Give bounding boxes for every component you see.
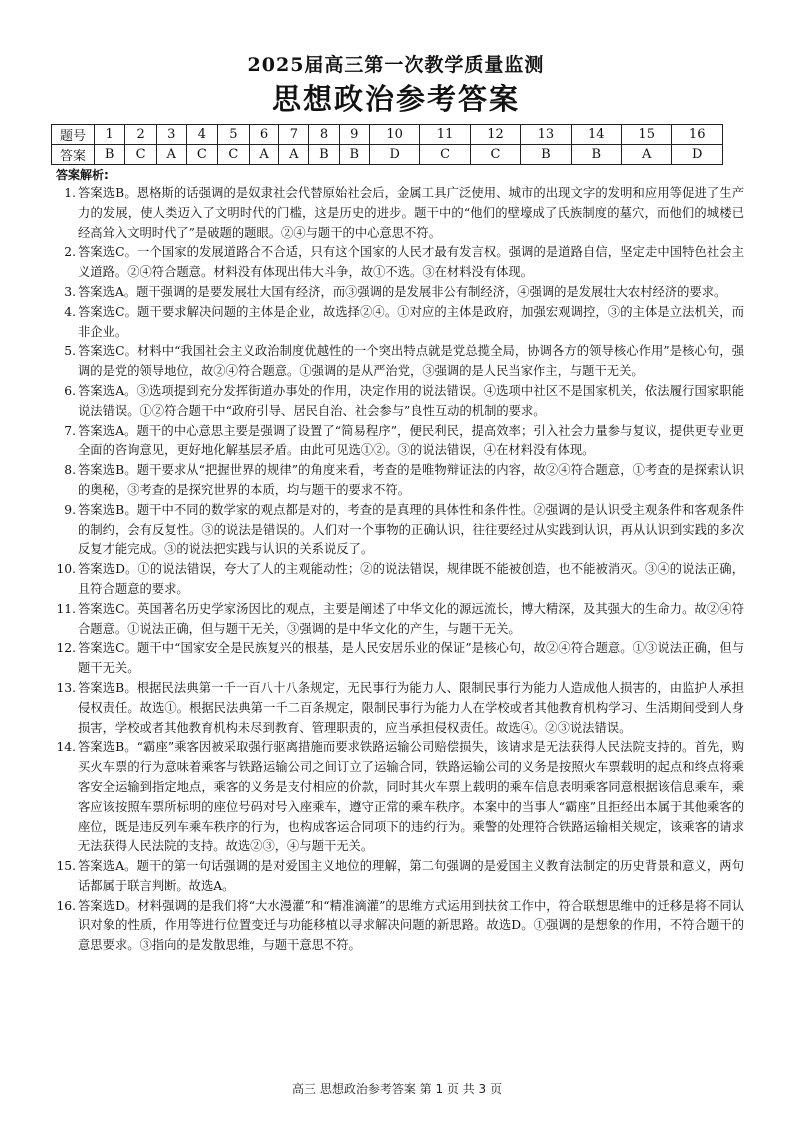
question-number-cell: 11 [420,125,470,145]
analysis-item-text: 答案选B。题干要求从“把握世界的规律”的角度来看，考查的是唯物辩证法的内容，故②④符合题意，①考查的是探索认识的奥秘，③考查的是探究世界的本质，均与题干的要求不符。 [78,463,744,497]
analysis-item-number: 6. [64,383,76,398]
exam-title: 2025届高三第一次教学质量监测 [247,54,545,76]
analysis-item [48,639,744,679]
analysis-item-number: 10. [56,562,76,577]
analysis-item-number: 3. [64,284,76,299]
question-number-cell: 3 [156,125,186,145]
answer-cell: D [369,145,419,165]
analysis-item-number: 1. [64,186,76,200]
analysis-item-number: 11. [56,601,76,616]
answer-cell: D [672,145,723,165]
answer-cell: B [339,145,369,165]
analysis-item-text: 答案选A。题干的中心意思主要是强调了设置了“简易程序”，便民利民，提高效率；引入社会力量参与复议，提供更专业更全面的咨询意见，更好地化解基层矛盾。由此可见选①②。③的说法错误，④在材料没有体现。 [78,423,744,458]
analysis-item-text: 答案选B。恩格斯的话强调的是奴隶社会代替原始社会后，金属工具广泛使用、城市的出现文字的发明和应用等促进了生产力的发展，使人类迈入了文明时代的门槛，这是历史的进步。题干中的“他们的壁壕成了氏族制度的墓穴，而他们的城楼已经高耸入文明时代了”是破题的题眼。②④与题干的中心意思不符。 [78,186,744,240]
analysis-item-number: 4. [64,304,76,319]
analysis-item [48,283,744,303]
analysis-heading: 答案解析: [56,168,109,182]
analysis-item-number: 12. [56,641,76,656]
analysis-item [48,303,744,343]
answer-row [52,145,723,165]
answer-cell: C [186,145,217,165]
analysis-item [48,897,744,956]
analysis-item [48,600,744,640]
question-number-cell: 4 [186,125,217,145]
answer-cell: A [156,145,186,165]
question-number-cell: 9 [339,125,369,145]
question-number-cell: 2 [125,125,156,145]
answer-table [51,124,723,165]
answer-cell: B [521,145,571,165]
analysis-item-number: 13. [56,680,76,695]
question-number-cell: 7 [279,125,309,145]
document-title: 思想政治参考答案 [271,82,520,116]
question-number-cell: 8 [309,125,339,145]
question-number-cell: 14 [571,125,621,145]
analysis-item-number: 7. [64,423,76,438]
answer-cell: A [249,145,279,165]
analysis-item-number: 9. [64,502,76,517]
answer-label: 答案 [52,145,95,165]
question-number-cell: 1 [95,125,125,145]
analysis-item [48,342,744,382]
analysis-item-text: 答案选B。“霸座”乘客因被采取强行驱离措施而要求铁路运输公司赔偿损失，该请求是无法获得人民法院支持的。首先，购买火车票的行为意味着乘客与铁路运输公司之间订立了运输合同，铁路运输公司的义务是按照火车票载明的起点和终点将乘客安全运输到指定地点，乘客的义务是支付相应的价款，同时其火车票上载明的乘车信息表明乘客同意根据该信息乘车，乘客应该按照车票所标明的座位号码对号入座乘车，遵守正常的乘车秩序。本案中的当事人“霸座”且拒经出本属于其他乘客的座位，既是违反列车乘车秩序的行为，也构成客运合同项下的违约行为。乘警的处理符合铁路运输相关规定，该乘客的请求无法获得人民法院的支持。故选②③，④与题干无关。 [78,740,744,854]
answer-cell: C [420,145,470,165]
question-number-cell: 5 [218,125,249,145]
answer-cell: A [279,145,309,165]
analysis-item-number: 14. [56,740,76,755]
analysis-item-number: 8. [64,463,76,478]
analysis-item-text: 答案选C。材料中“我国社会主义政治制度优越性的一个突出特点就是党总揽全局，协调各方的领导核心作用”是核心句，强调的是党的领导地位，故②④符合题意。①强调的是从严治党，③强调的是人民当家作主，与题干无关。 [78,344,744,379]
answer-cell: B [571,145,621,165]
analysis-item-text: 答案选A。题干的第一句话强调的是对爱国主义地位的理解，第二句强调的是爱国主义教育法制定的历史背景和意义，两句话都属于联言判断。故选A。 [78,859,744,893]
analysis-item-number: 2. [64,245,76,260]
analysis-item [48,501,744,560]
analysis-item-text: 答案选A。③选项提到充分发挥街道办事处的作用，决定作用的说法错误。④选项中社区不是国家机关，依法履行国家职能说法错误。①②符合题干中“政府引导、居民自治、社会参与”良性互动的机制的要求。 [78,383,744,418]
analysis-item-text: 答案选C。英国著名历史学家汤因比的观点，主要是阐述了中华文化的源远流长，博大精深，及其强大的生命力。故②④符合题意。①说法正确，但与题干无关，③强调的是中华文化的产生，与题干无关。 [78,601,744,636]
question-number-cell: 16 [672,125,723,145]
analysis-item-number: 16. [56,898,76,913]
analysis-item [48,679,744,738]
analysis-item-text: 答案选A。题干强调的是要发展壮大国有经济，而③强调的是发展非公有制经济，④强调的是发展壮大农村经济的要求。 [78,284,727,299]
analysis-item-text: 答案选B。题干中不同的数学家的观点都是对的，考查的是真理的具体性和条件性。②强调的是认识受主观条件和客观条件的制约，会有反复性。③的说法是错误的。人们对一个事物的正确认识，往往要经过从实践到认识，再从认识到实践的多次反复才能完成。③的说法把实践与认识的关系说反了。 [78,502,744,557]
analysis-item-text: 答案选C。题干中“国家安全是民族复兴的根基，是人民安居乐业的保证”是核心句，故②④符合题意。①③说法正确，但与题干无关。 [78,641,744,676]
analysis-list [48,184,744,956]
analysis-item-text: 答案选C。题干要求解决问题的主体是企业，故选择②④。①对应的主体是政府，加强宏观调控，③的主体是立法机关，而非企业。 [78,304,744,339]
analysis-item-text: 答案选D。①的说法错误，夸大了人的主观能动性；②的说法错误，规律既不能被创造，也不能被消灭。③④的说法正确，且符合题意的要求。 [78,562,744,596]
analysis-item-number: 5. [64,344,76,359]
question-number-row [52,125,723,145]
analysis-item-text: 答案选D。材料强调的是我们将“大水漫灌”和“精准滴灌”的思维方式运用到扶贫工作中，符合联想思维中的迁移是将不同认识对象的性质，作用等进行位置变迁与功能移植以寻求解决问题的新思路。故选D。①强调的是想象的作用，不符合题干的意思要求。③指向的是发散思维，与题干意思不符。 [78,898,744,953]
analysis-item [48,738,744,857]
analysis-item [48,243,744,283]
answer-cell: C [218,145,249,165]
question-number-cell: 12 [470,125,520,145]
answer-cell: B [309,145,339,165]
answer-cell: A [622,145,672,165]
question-number-cell: 6 [249,125,279,145]
answer-cell: C [125,145,156,165]
analysis-item-text: 答案选C。一个国家的发展道路合不合适，只有这个国家的人民才最有发言权。强调的是道路自信，坚定走中国特色社会主义道路。②④符合题意。材料没有体现出伟大斗争，故①不选。③在材料没有体现。 [78,245,744,280]
question-number-label: 题号 [52,125,95,145]
analysis-item-text: 答案选B。根据民法典第一千一百八十八条规定，无民事行为能力人、限制民事行为能力人造成他人损害的，由监护人承担侵权责任。故选①。根据民法典第一千二百条规定，限制民事行为能力人在学校或者其他教育机构学习、生活期间受到人身损害，学校或者其他教育机构未尽到教育、管理职责的，应当承担侵权责任。故选④。②③说法错误。 [78,680,744,735]
analysis-item [48,422,744,462]
analysis-item [48,184,744,243]
question-number-cell: 10 [369,125,419,145]
analysis-item-number: 15. [56,859,76,874]
answer-cell: B [95,145,125,165]
analysis-item [48,857,744,897]
page-footer: 高三 思想政治参考答案 第 1 页 共 3 页 [292,1082,502,1096]
question-number-cell: 15 [622,125,672,145]
answer-cell: C [470,145,520,165]
analysis-item [48,461,744,501]
analysis-item [48,560,744,600]
analysis-item [48,382,744,422]
question-number-cell: 13 [521,125,571,145]
